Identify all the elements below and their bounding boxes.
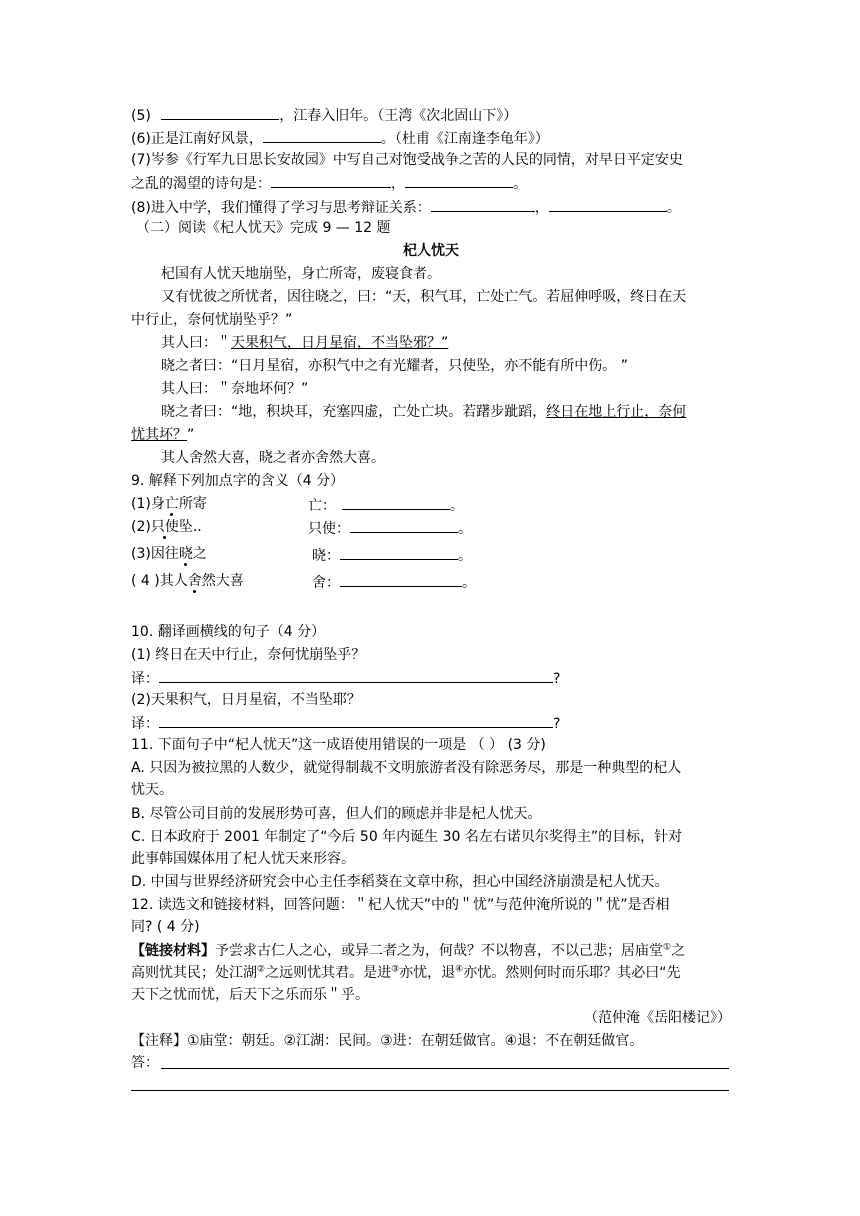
q11-option-b: B. 尽管公司目前的发展形势可喜，但人们的顾虑并非是杞人忧天。 bbox=[131, 806, 542, 822]
link-material-text-2c: 亦忧，退 bbox=[399, 965, 456, 981]
q7-line-2 bbox=[131, 172, 731, 192]
q10-sentence-1: (1) 终日在天中行止，奈何忧崩坠乎？ bbox=[131, 647, 366, 663]
q12-stem-1: 12. 读选文和链接材料，回答问题：＂杞人忧天”中的＂忧”与范仲淹所说的＂忧”是否相 bbox=[131, 897, 670, 913]
q9-4-post: 然大喜 bbox=[201, 573, 244, 589]
q9-item-3 bbox=[131, 544, 731, 564]
q9-1-end: 。 bbox=[450, 498, 464, 514]
q9-4-key: 舍： bbox=[312, 575, 340, 591]
q5-blank[interactable] bbox=[161, 104, 279, 120]
passage-p2-line-1: 又有忧彼之所忧者，因往晓之，曰：“天，积气耳，亡处亡气。若屈伸呼吸，终日在天 bbox=[161, 289, 687, 305]
footnote-marker-2: ② bbox=[257, 964, 266, 975]
q9-2-key: 只使： bbox=[308, 521, 350, 537]
link-material-line-1 bbox=[131, 941, 731, 961]
passage-p6-end: ” bbox=[187, 427, 195, 443]
q9-1-post: 所寄 bbox=[178, 496, 207, 512]
q7-blank-2[interactable] bbox=[405, 172, 513, 188]
q8-blank-2[interactable] bbox=[549, 196, 667, 212]
q11-option-c-1: C. 日本政府于 2001 年制定了“今后 50 年内诞生 30 名左右诺贝尔奖得主”的目标，针对 bbox=[131, 829, 683, 845]
q9-4-blank[interactable] bbox=[340, 571, 462, 587]
link-material-text-1b: 之 bbox=[671, 943, 686, 959]
q7-end: 。 bbox=[513, 176, 527, 192]
passage-p6-line-1 bbox=[161, 402, 761, 422]
passage-p1: 杞国有人忧天地崩坠，身亡所寄，废寝食者。 bbox=[161, 266, 441, 282]
passage-p7: 其人舍然大喜，晓之者亦舍然大喜。 bbox=[161, 450, 385, 466]
q10-sentence-2: (2)天果积气，日月星宿，不当坠耶？ bbox=[131, 692, 361, 708]
q6-text-b: 。（杜甫《江南逢李龟年》） bbox=[380, 131, 549, 147]
q12-answer-line-2[interactable] bbox=[131, 1090, 729, 1091]
q9-4-answer bbox=[312, 571, 476, 593]
q9-2-pre: (2) bbox=[131, 519, 151, 535]
q9-1-key: 亡： bbox=[308, 498, 336, 514]
q9-3-pre: (3)因往 bbox=[131, 546, 179, 562]
passage-title: 杞人忧天 bbox=[403, 243, 459, 259]
q10-translate-1 bbox=[131, 667, 731, 687]
dotted-char: 舍 bbox=[187, 573, 202, 589]
q10-2-qmark: ? bbox=[553, 716, 561, 732]
q7-line-1: (7)岑参《行军九日思长安故园》中写自己对饱受战争之苦的人民的同情，对早日平定安史 bbox=[131, 152, 683, 168]
link-material-text-2a: 高则忧其民；处江湖 bbox=[131, 965, 257, 981]
q10-1-answer-line[interactable] bbox=[159, 667, 553, 683]
q12-stem-2: 同? ( 4 分) bbox=[131, 919, 200, 935]
q9-3-end: 。 bbox=[458, 548, 472, 564]
passage-p6-line-2 bbox=[131, 425, 731, 445]
q9-item-1 bbox=[131, 494, 731, 514]
q8-prompt: (8)进入中学，我们懂得了学习与思考辩证关系： bbox=[131, 200, 431, 216]
q8-line bbox=[131, 196, 731, 216]
annotation-notes: 【注释】①庙堂：朝廷。②江湖：民间。③进：在朝廷做官。④退：不在朝廷做官。 bbox=[131, 1033, 644, 1049]
q6-line bbox=[131, 127, 731, 147]
q9-stem: 9. 解释下列加点字的含义（4 分） bbox=[131, 473, 345, 489]
q10-2-label: 译： bbox=[131, 716, 159, 732]
q9-1-answer bbox=[308, 494, 464, 516]
q5-number: (5) bbox=[131, 108, 151, 124]
underlined-sentence-a: 终日在地上行止，奈何 bbox=[546, 404, 687, 420]
q9-2-blank[interactable] bbox=[350, 517, 458, 533]
q11-option-c-2: 此事韩国媒体用了杞人忧天来形容。 bbox=[131, 851, 355, 867]
q6-blank[interactable] bbox=[263, 127, 381, 143]
q10-1-label: 译： bbox=[131, 671, 159, 687]
q9-3-answer bbox=[312, 544, 472, 566]
link-material-text-2b: 之远则忧其君。是进 bbox=[265, 965, 392, 981]
q9-2-end: 。 bbox=[458, 521, 472, 537]
q12-answer-label: 答： bbox=[131, 1055, 159, 1071]
passage-p2-line-2: 中行止，奈何忧崩坠乎？” bbox=[131, 312, 293, 328]
q8-end: 。 bbox=[666, 200, 681, 216]
q9-3-key: 晓： bbox=[312, 548, 340, 564]
dotted-char: 只使 bbox=[150, 519, 179, 535]
passage-p4: 晓之者曰：“日月星宿，亦积气中之有光耀者，只使坠，亦不能有所中伤。 ” bbox=[161, 358, 628, 374]
q9-4-end: 。 bbox=[462, 575, 476, 591]
passage-p3 bbox=[161, 333, 761, 353]
q9-3-blank[interactable] bbox=[340, 544, 458, 560]
q11-option-a-2: 忧天。 bbox=[131, 782, 173, 798]
q9-1-blank[interactable] bbox=[342, 494, 450, 510]
q9-2-answer bbox=[308, 517, 472, 539]
footnote-marker-4: ④ bbox=[455, 964, 464, 975]
passage-p3-lead: 其人曰：＂ bbox=[161, 335, 231, 351]
underlined-sentence-2: 天果积气，日月星宿，不当坠邪？” bbox=[231, 335, 449, 351]
dotted-char: 亡 bbox=[164, 496, 179, 512]
q10-stem: 10. 翻译画横线的句子（4 分） bbox=[131, 624, 326, 640]
q8-comma: ， bbox=[534, 200, 549, 216]
q9-item-2 bbox=[131, 517, 731, 537]
q8-blank-1[interactable] bbox=[431, 196, 535, 212]
q11-option-a-1: A. 只因为被拉黑的人数少，就觉得制裁不文明旅游者没有除恶务尽，那是一种典型的杞人 bbox=[131, 760, 682, 776]
footnote-marker-3: ③ bbox=[391, 964, 400, 975]
q7-blank-1[interactable] bbox=[271, 172, 391, 188]
link-material-text-2d: 亦忧。然则何时而乐耶？其必曰“先 bbox=[463, 965, 681, 981]
dotted-char: 晓 bbox=[178, 546, 193, 562]
link-material-line-3: 天下之忧而忧，后天下之乐而乐＂乎。 bbox=[131, 987, 369, 1003]
q9-3-post: 之 bbox=[192, 546, 207, 562]
link-material-text-1: 予尝求古仁人之心，或异二者之为，何哉？不以物喜，不以己悲；居庙堂 bbox=[215, 943, 663, 959]
q6-text-a: (6)正是江南好风景， bbox=[131, 131, 263, 147]
q5-text: ，江春入旧年。（王湾《次北固山下》） bbox=[279, 108, 518, 124]
q7-comma: ， bbox=[391, 176, 405, 192]
q9-1-pre: (1)身 bbox=[131, 496, 165, 512]
q11-option-d: D. 中国与世界经济研究会中心主任李稻葵在文章中称，担心中国经济崩溃是杞人忧天。 bbox=[131, 874, 669, 890]
passage-p6-lead: 晓之者曰：“地，积块耳，充塞四虚，亡处亡块。若躇步跐蹈， bbox=[161, 404, 547, 420]
q11-stem: 11. 下面句子中“杞人忧天”这一成语使用错误的一项是 （ ） (3 分) bbox=[131, 737, 546, 753]
q10-2-answer-line[interactable] bbox=[159, 712, 553, 728]
q9-item-4 bbox=[131, 571, 731, 591]
q9-4-pre: ( 4 )其人 bbox=[131, 573, 188, 589]
q10-translate-2 bbox=[131, 712, 731, 732]
underlined-sentence-b: 忧其坏？ bbox=[131, 427, 187, 443]
q7-prompt: 之乱的渴望的诗句是： bbox=[131, 176, 271, 192]
section-2-heading: （二）阅读《杞人忧天》完成 9 — 12 题 bbox=[136, 220, 391, 236]
q10-1-qmark: ? bbox=[553, 671, 561, 687]
link-material-source: （范仲淹《岳阳楼记》） bbox=[584, 1010, 731, 1026]
passage-p5: 其人曰：＂奈地坏何？” bbox=[161, 381, 309, 397]
q5-line bbox=[131, 104, 731, 124]
footnote-marker-1: ① bbox=[663, 942, 672, 953]
q12-answer-line-1[interactable] bbox=[161, 1068, 729, 1069]
q9-2-post: 坠.. bbox=[178, 519, 202, 535]
link-material-label: 【链接材料】 bbox=[131, 943, 215, 959]
link-material-line-2 bbox=[131, 963, 731, 983]
